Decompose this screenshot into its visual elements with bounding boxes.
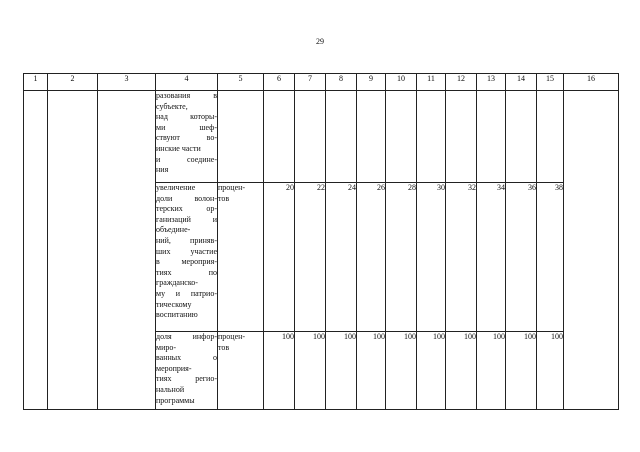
- value-cell: 26: [357, 183, 386, 332]
- unit-cell: [218, 91, 264, 183]
- description-line: тиях регио-: [156, 374, 217, 384]
- empty-cell: [24, 91, 48, 410]
- indicator-description: [156, 183, 218, 332]
- value-cell: 24: [326, 183, 357, 332]
- value-cell: 36: [506, 183, 537, 332]
- description-line: субъекте,: [156, 101, 188, 111]
- description-line: нальной: [156, 384, 185, 394]
- empty-cell: [564, 91, 619, 410]
- unit-line: тов: [218, 342, 230, 352]
- description-line: разования в: [156, 91, 217, 100]
- value-cell: [417, 91, 446, 183]
- indicator-description: [156, 91, 218, 183]
- unit-line: процен-: [218, 183, 246, 192]
- header-cell: 8: [326, 74, 357, 91]
- value-cell: 100: [326, 332, 357, 410]
- header-cell: 15: [537, 74, 564, 91]
- value-cell: [357, 91, 386, 183]
- unit-cell: [218, 332, 264, 410]
- description-line: доли волон-: [156, 193, 217, 203]
- description-line: и соедине-: [156, 154, 217, 164]
- indicator-description: [156, 332, 218, 410]
- value-cell: 38: [537, 183, 564, 332]
- header-cell: 16: [564, 74, 619, 91]
- value-cell: [295, 91, 326, 183]
- description-line: ствуют во-: [156, 133, 217, 143]
- description-line: мероприя-: [156, 363, 192, 373]
- value-cell: 28: [386, 183, 417, 332]
- value-cell: 100: [477, 332, 506, 410]
- description-line: терских ор-: [156, 204, 217, 214]
- description-line: увеличение: [156, 183, 196, 192]
- empty-cell: [48, 91, 98, 410]
- value-cell: [326, 91, 357, 183]
- value-cell: [506, 91, 537, 183]
- header-cell: 5: [218, 74, 264, 91]
- header-cell: 9: [357, 74, 386, 91]
- header-cell: 7: [295, 74, 326, 91]
- indicators-table: [23, 73, 619, 410]
- description-line: объедине-: [156, 225, 191, 235]
- value-cell: 32: [446, 183, 477, 332]
- header-cell: 11: [417, 74, 446, 91]
- header-cell: 10: [386, 74, 417, 91]
- value-cell: [264, 91, 295, 183]
- value-cell: 30: [417, 183, 446, 332]
- description-line: в мероприя-: [156, 257, 217, 267]
- value-cell: 100: [264, 332, 295, 410]
- page-number: 29: [316, 37, 324, 46]
- description-line: ний, приняв-: [156, 235, 217, 245]
- description-line: воспитанию: [156, 310, 198, 320]
- value-cell: 22: [295, 183, 326, 332]
- header-cell: 4: [156, 74, 218, 91]
- description-line: гражданско-: [156, 278, 198, 288]
- value-cell: 100: [446, 332, 477, 410]
- description-line: тиях по: [156, 267, 217, 277]
- header-cell: 6: [264, 74, 295, 91]
- description-line: ганизаций и: [156, 214, 217, 224]
- description-line: миро-: [156, 342, 177, 352]
- value-cell: 100: [295, 332, 326, 410]
- value-cell: 34: [477, 183, 506, 332]
- empty-cell: [98, 91, 156, 410]
- value-cell: [446, 91, 477, 183]
- header-cell: 14: [506, 74, 537, 91]
- unit-line: процен-: [218, 332, 246, 341]
- description-line: ванных о: [156, 353, 217, 363]
- value-cell: 100: [537, 332, 564, 410]
- description-line: доля инфор-: [156, 332, 217, 341]
- value-cell: 100: [506, 332, 537, 410]
- value-cell: [537, 91, 564, 183]
- description-line: над которы-: [156, 112, 217, 122]
- header-cell: 12: [446, 74, 477, 91]
- value-cell: 100: [417, 332, 446, 410]
- description-line: ния: [156, 165, 169, 175]
- description-line: ших участие: [156, 246, 217, 256]
- unit-cell: [218, 183, 264, 332]
- header-cell: 13: [477, 74, 506, 91]
- value-cell: 100: [386, 332, 417, 410]
- header-cell: 2: [48, 74, 98, 91]
- description-line: ми шеф-: [156, 122, 217, 132]
- header-row: [24, 74, 619, 91]
- header-cell: 1: [24, 74, 48, 91]
- value-cell: [386, 91, 417, 183]
- description-line: тическому: [156, 299, 192, 309]
- description-line: программы: [156, 395, 195, 405]
- description-line: му и патрио-: [156, 288, 217, 298]
- value-cell: 100: [357, 332, 386, 410]
- header-cell: 3: [98, 74, 156, 91]
- description-line: инские части: [156, 143, 201, 153]
- value-cell: [477, 91, 506, 183]
- unit-line: тов: [218, 193, 230, 203]
- value-cell: 20: [264, 183, 295, 332]
- table-row: [24, 91, 619, 183]
